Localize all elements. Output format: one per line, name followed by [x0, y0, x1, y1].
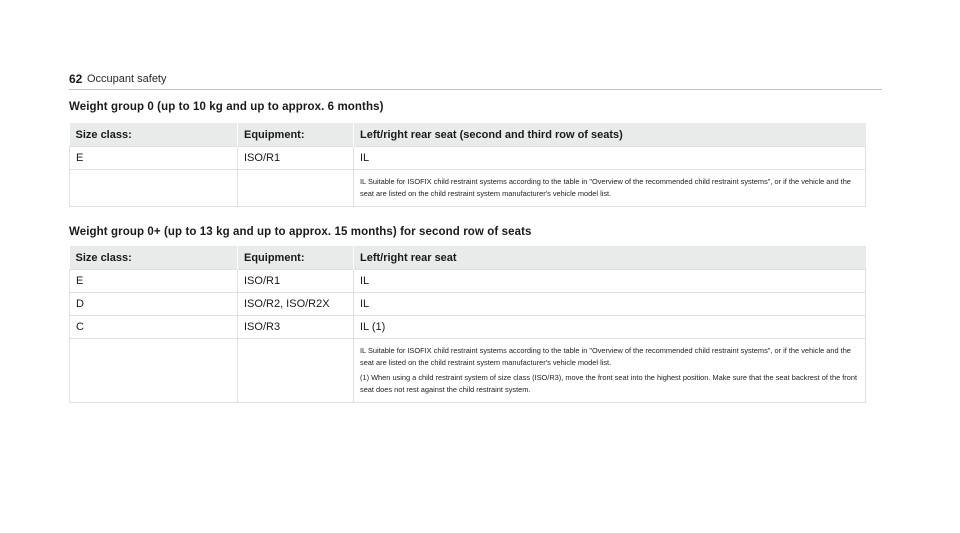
cell-equipment: ISO/R3	[238, 316, 354, 339]
column-header-equipment: Equipment:	[238, 246, 354, 270]
cell-size-class: C	[70, 316, 238, 339]
table-row	[70, 270, 866, 293]
page-header	[69, 72, 882, 90]
cell-size-class: E	[70, 270, 238, 293]
table-footnote-cell	[354, 339, 866, 403]
cell-seat: IL (1)	[354, 316, 866, 339]
section-title: Occupant safety	[87, 73, 167, 85]
cell-seat: IL	[354, 270, 866, 293]
column-header-size-class: Size class:	[70, 246, 238, 270]
weight-group-0-heading: Weight group 0 (up to 10 kg and up to approx. 6 months)	[69, 101, 384, 113]
table-notes-row	[70, 339, 866, 403]
footnote-il: IL Suitable for ISOFIX child restraint systems according to the table in "Overview of the recommended child restraint systems", or if the vehicle and the seat are listed on the child restraint system manufacturer's vehicle model list.	[360, 177, 851, 198]
page-number: 62	[69, 72, 83, 86]
weight-group-0-table	[69, 123, 866, 207]
column-header-size-class: Size class:	[70, 123, 238, 147]
cell-equipment: ISO/R1	[238, 270, 354, 293]
empty-cell	[238, 339, 354, 403]
table-footnote-cell	[354, 170, 866, 207]
weight-group-0plus-heading: Weight group 0+ (up to 13 kg and up to approx. 15 months) for second row of seats	[69, 226, 532, 238]
cell-equipment: ISO/R2, ISO/R2X	[238, 293, 354, 316]
weight-group-0plus-table	[69, 246, 866, 403]
cell-seat: IL	[354, 147, 866, 170]
empty-cell	[238, 170, 354, 207]
table-header-row	[70, 246, 866, 270]
footnote-il: IL Suitable for ISOFIX child restraint systems according to the table in "Overview of the recommended child restraint systems", or if the vehicle and the seat are listed on the child restraint system manufacturer's vehicle model list.	[360, 346, 851, 367]
cell-seat: IL	[354, 293, 866, 316]
table-notes-row	[70, 170, 866, 207]
table-row	[70, 147, 866, 170]
table-row	[70, 293, 866, 316]
cell-size-class: D	[70, 293, 238, 316]
table-row	[70, 316, 866, 339]
footnote-1: (1) When using a child restraint system of size class (ISO/R3), move the front seat into the highest position. Make sure that the seat backrest of the front seat does not rest against the child restraint system.	[360, 373, 858, 394]
cell-equipment: ISO/R1	[238, 147, 354, 170]
cell-size-class: E	[70, 147, 238, 170]
empty-cell	[70, 339, 238, 403]
column-header-seat: Left/right rear seat (second and third row of seats)	[354, 123, 866, 147]
empty-cell	[70, 170, 238, 207]
column-header-seat: Left/right rear seat	[354, 246, 866, 270]
column-header-equipment: Equipment:	[238, 123, 354, 147]
table-header-row	[70, 123, 866, 147]
